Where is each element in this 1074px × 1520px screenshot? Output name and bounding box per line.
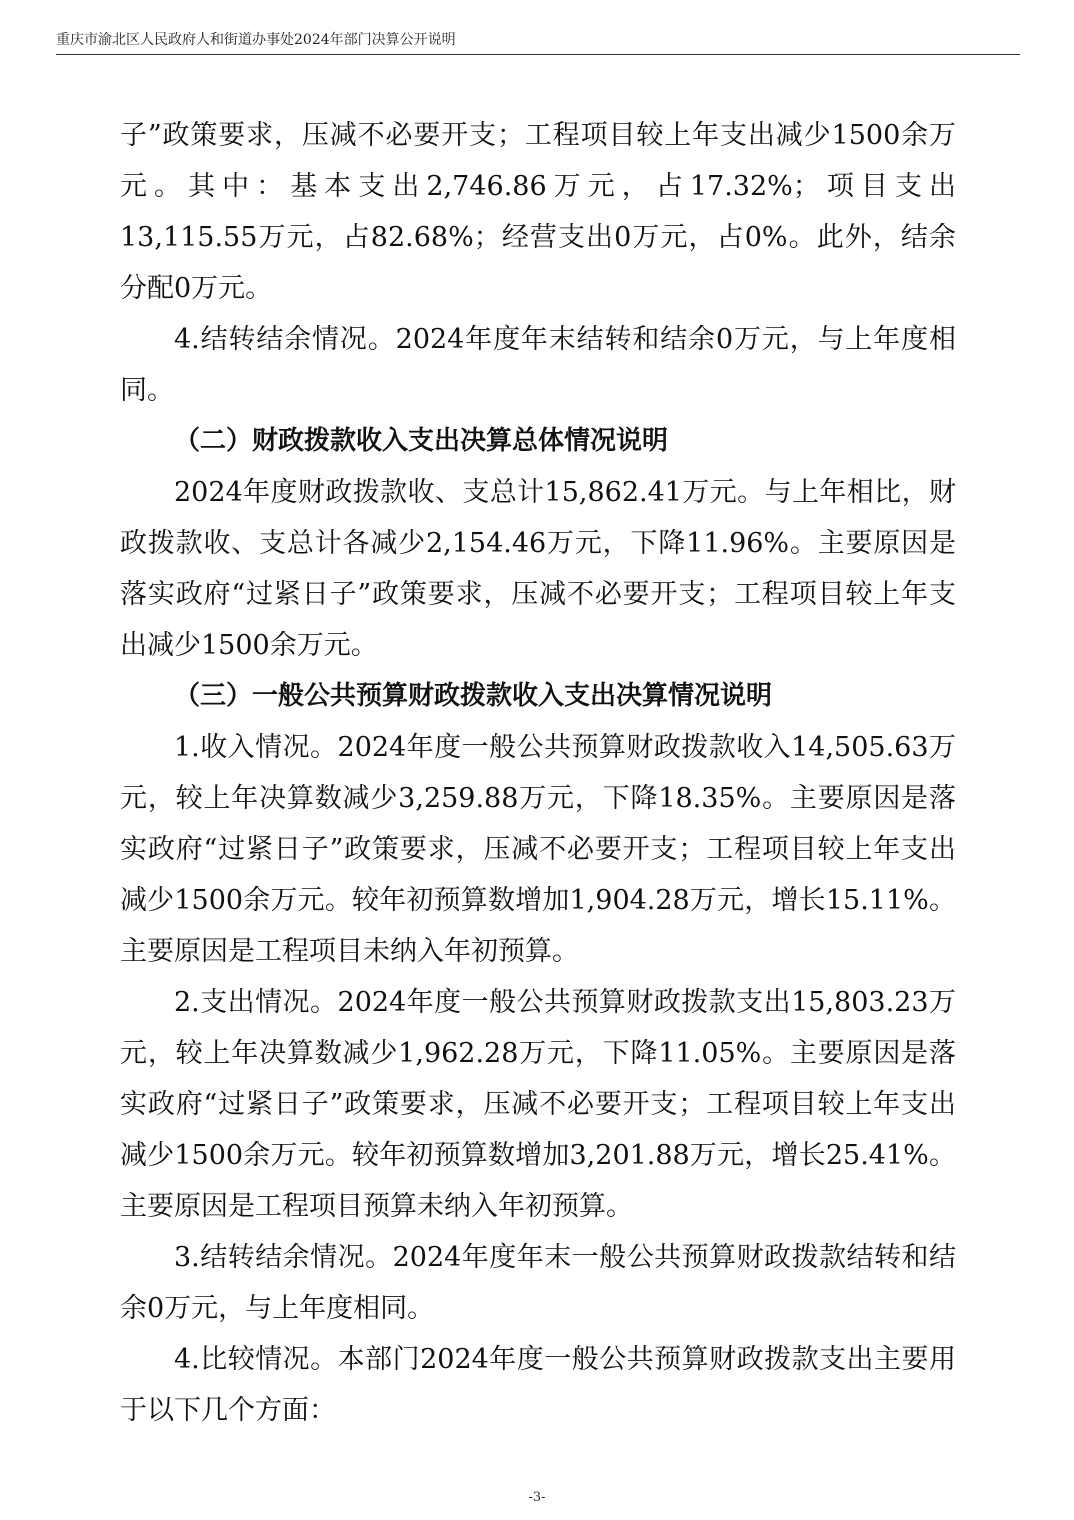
document-body	[120, 110, 956, 1436]
paragraph-fiscal-total: 2024年度财政拨款收、支总计15,862.41万元。与上年相比，财政拨款收、支总计各减少2,154.46万元，下降11.96%。主要原因是落实政府“过紧日子”政策要求，压减不必要开支；工程项目较上年支出减少1500余万元。	[120, 477, 956, 661]
page-number: -3-	[528, 1490, 546, 1505]
paragraph-expenditure: 2.支出情况。2024年度一般公共预算财政拨款支出15,803.23万元，较上年决算数减少1,962.28万元，下降11.05%。主要原因是落实政府“过紧日子”政策要求，压减不必要开支；工程项目较上年支出减少1500余万元。较年初预算数增加3,201.88万元，增长25.41%。主要原因是工程项目预算未纳入年初预算。	[120, 987, 956, 1222]
paragraph-income: 1.收入情况。2024年度一般公共预算财政拨款收入14,505.63万元，较上年决算数减少3,259.88万元，下降18.35%。主要原因是落实政府“过紧日子”政策要求，压减不必要开支；工程项目较上年支出减少1500余万元。较年初预算数增加1,904.28万元，增长15.11%。主要原因是工程项目未纳入年初预算。	[120, 732, 956, 967]
paragraph-comparison: 4.比较情况。本部门2024年度一般公共预算财政拨款支出主要用于以下几个方面：	[120, 1344, 956, 1426]
header-title: 重庆市渝北区人民政府人和街道办事处2024年部门决算公开说明	[56, 32, 456, 48]
paragraph-carryover: 4.结转结余情况。2024年度年末结转和结余0万元，与上年度相同。	[120, 324, 956, 406]
page-header	[56, 30, 1020, 55]
paragraph-general-carryover: 3.结转结余情况。2024年度年末一般公共预算财政拨款结转和结余0万元，与上年度相同。	[120, 1242, 956, 1324]
paragraph-expenditure-summary: 子”政策要求，压减不必要开支；工程项目较上年支出减少1500余万元。其中：基本支出2,746.86万元，占17.32%；项目支出13,115.55万元，占82.68%；经营支出0万元，占0%。此外，结余分配0万元。	[120, 120, 956, 304]
section-heading-3: （三）一般公共预算财政拨款收入支出决算情况说明	[174, 681, 773, 711]
section-heading-2: （二）财政拨款收入支出决算总体情况说明	[174, 426, 669, 456]
